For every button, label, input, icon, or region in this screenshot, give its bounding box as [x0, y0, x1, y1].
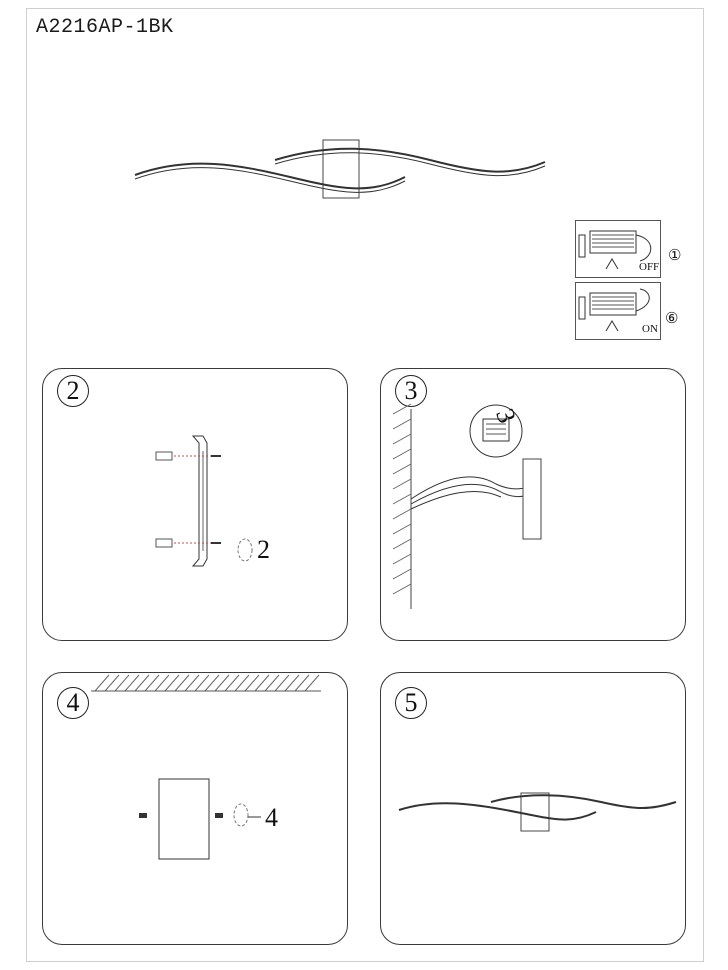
step-callout: 2 — [257, 535, 270, 564]
step-panel-5 — [380, 672, 686, 945]
step-panel-2 — [42, 368, 348, 641]
finished-lamp-illustration — [396, 788, 681, 838]
switch-off-detail — [575, 220, 661, 278]
switch-on-detail — [575, 282, 661, 340]
step-panel-3 — [380, 368, 686, 641]
switch-on-ref: ⑥ — [665, 311, 679, 327]
cover-illustration — [133, 773, 273, 863]
model-code: A2216AP-1BK — [36, 16, 174, 39]
step-number: 3 — [395, 375, 427, 407]
switch-on-label: ON — [642, 323, 658, 335]
step-number: 2 — [57, 375, 89, 407]
ceiling-hatch — [91, 673, 321, 693]
step-number: 4 — [57, 687, 89, 719]
step-callout: 4 — [265, 803, 278, 832]
step-number: 5 — [395, 687, 427, 719]
wiring-illustration — [381, 399, 681, 619]
switch-off-label: OFF — [639, 261, 660, 273]
step-callout: 3 — [490, 404, 522, 427]
step-panel-4 — [42, 672, 348, 945]
lamp-illustration — [130, 135, 560, 215]
switch-off-ref: ① — [668, 248, 682, 264]
